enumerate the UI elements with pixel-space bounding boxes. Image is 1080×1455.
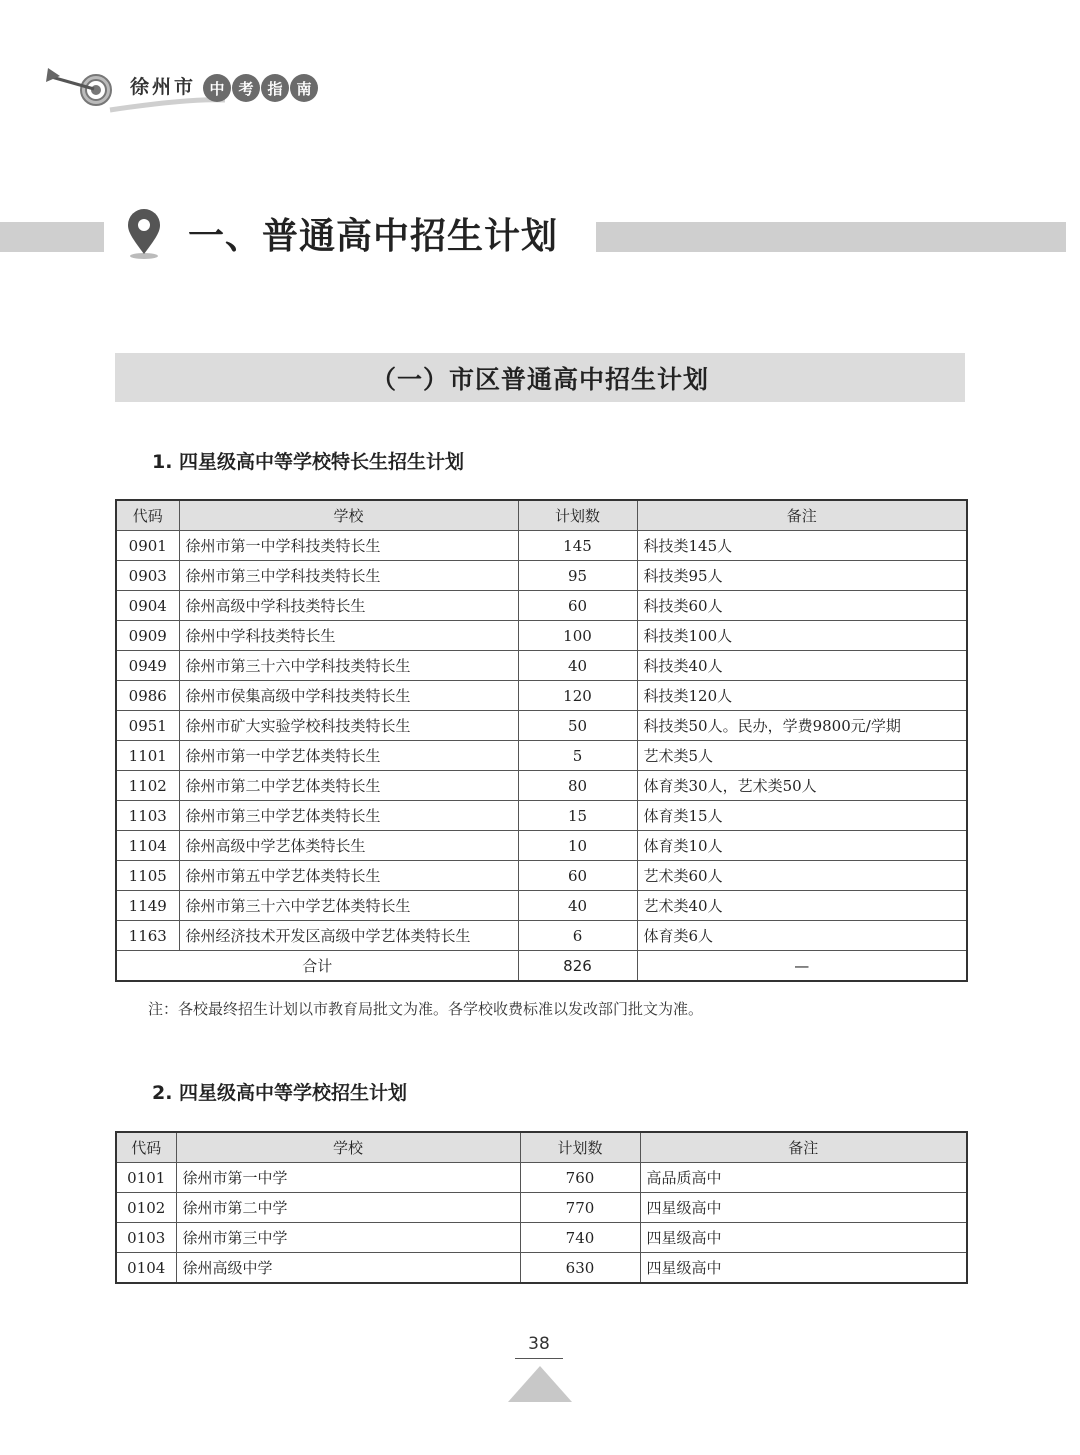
total-label: 合计 bbox=[116, 951, 518, 982]
cell-school: 徐州高级中学 bbox=[176, 1253, 520, 1284]
table-row bbox=[116, 861, 967, 891]
cell-school: 徐州市第二中学艺体类特长生 bbox=[179, 771, 518, 801]
table1 bbox=[115, 499, 968, 982]
cell-count: 145 bbox=[518, 531, 637, 561]
header-badge: 考 bbox=[232, 74, 260, 102]
cell-count: 740 bbox=[520, 1223, 640, 1253]
table-row bbox=[116, 1253, 967, 1284]
cell-remark: 体育类30人，艺术类50人 bbox=[637, 771, 967, 801]
cell-remark: 科技类145人 bbox=[637, 531, 967, 561]
cell-school: 徐州市第一中学艺体类特长生 bbox=[179, 741, 518, 771]
cell-school: 徐州市矿大实验学校科技类特长生 bbox=[179, 711, 518, 741]
cell-school: 徐州市侯集高级中学科技类特长生 bbox=[179, 681, 518, 711]
page-number-rule bbox=[515, 1358, 563, 1359]
cell-remark: 体育类10人 bbox=[637, 831, 967, 861]
cell-remark: 艺术类60人 bbox=[637, 861, 967, 891]
cell-count: 15 bbox=[518, 801, 637, 831]
column-header: 代码 bbox=[116, 1132, 176, 1163]
cell-school: 徐州市第二中学 bbox=[176, 1193, 520, 1223]
cell-code: 0104 bbox=[116, 1253, 176, 1284]
header-badge: 南 bbox=[290, 74, 318, 102]
cell-school: 徐州市第五中学艺体类特长生 bbox=[179, 861, 518, 891]
table2-heading: 2. 四星级高中等学校招生计划 bbox=[152, 1082, 408, 1104]
cell-remark: 高品质高中 bbox=[640, 1163, 967, 1193]
cell-remark: 四星级高中 bbox=[640, 1193, 967, 1223]
location-pin-icon bbox=[124, 208, 164, 260]
section-title: 一、普通高中招生计划 bbox=[188, 215, 559, 257]
cell-remark: 科技类50人。民办，学费9800元/学期 bbox=[637, 711, 967, 741]
table-row bbox=[116, 711, 967, 741]
cell-remark: 体育类6人 bbox=[637, 921, 967, 951]
cell-code: 1103 bbox=[116, 801, 179, 831]
cell-count: 60 bbox=[518, 591, 637, 621]
table-row bbox=[116, 891, 967, 921]
table-header-row bbox=[116, 1132, 967, 1163]
cell-remark: 艺术类40人 bbox=[637, 891, 967, 921]
total-note: — bbox=[637, 951, 967, 982]
cell-remark: 四星级高中 bbox=[640, 1253, 967, 1284]
cell-remark: 体育类15人 bbox=[637, 801, 967, 831]
cell-count: 10 bbox=[518, 831, 637, 861]
cell-count: 6 bbox=[518, 921, 637, 951]
cell-count: 50 bbox=[518, 711, 637, 741]
cell-school: 徐州市第三中学 bbox=[176, 1223, 520, 1253]
header-badge: 中 bbox=[203, 74, 231, 102]
header-badge: 指 bbox=[261, 74, 289, 102]
cell-count: 40 bbox=[518, 891, 637, 921]
cell-count: 80 bbox=[518, 771, 637, 801]
table-row bbox=[116, 921, 967, 951]
section-bar-left bbox=[0, 222, 104, 252]
table-row bbox=[116, 1163, 967, 1193]
total-value: 826 bbox=[518, 951, 637, 982]
table-row bbox=[116, 591, 967, 621]
cell-code: 0904 bbox=[116, 591, 179, 621]
table-row bbox=[116, 651, 967, 681]
table-row bbox=[116, 741, 967, 771]
cell-school: 徐州市第三十六中学科技类特长生 bbox=[179, 651, 518, 681]
cell-remark: 四星级高中 bbox=[640, 1223, 967, 1253]
cell-count: 760 bbox=[520, 1163, 640, 1193]
cell-remark: 科技类40人 bbox=[637, 651, 967, 681]
cell-code: 0903 bbox=[116, 561, 179, 591]
cell-code: 0951 bbox=[116, 711, 179, 741]
table-row bbox=[116, 771, 967, 801]
table1-note: 注：各校最终招生计划以市教育局批文为准。各学校收费标准以发改部门批文为准。 bbox=[148, 1000, 704, 1018]
column-header: 计划数 bbox=[518, 500, 637, 531]
table-row bbox=[116, 681, 967, 711]
cell-school: 徐州市第三十六中学艺体类特长生 bbox=[179, 891, 518, 921]
subsection-banner: （一）市区普通高中招生计划 bbox=[115, 353, 965, 402]
table2 bbox=[115, 1131, 968, 1284]
cell-remark: 科技类120人 bbox=[637, 681, 967, 711]
cell-remark: 科技类100人 bbox=[637, 621, 967, 651]
column-header: 备注 bbox=[637, 500, 967, 531]
column-header: 学校 bbox=[176, 1132, 520, 1163]
cell-code: 0909 bbox=[116, 621, 179, 651]
cell-code: 0986 bbox=[116, 681, 179, 711]
cell-count: 95 bbox=[518, 561, 637, 591]
cell-school: 徐州中学科技类特长生 bbox=[179, 621, 518, 651]
table-row bbox=[116, 1223, 967, 1253]
cell-code: 1105 bbox=[116, 861, 179, 891]
table-header-row bbox=[116, 500, 967, 531]
cell-count: 40 bbox=[518, 651, 637, 681]
cell-code: 0101 bbox=[116, 1163, 176, 1193]
cell-count: 100 bbox=[518, 621, 637, 651]
cell-code: 1104 bbox=[116, 831, 179, 861]
cell-school: 徐州高级中学艺体类特长生 bbox=[179, 831, 518, 861]
header-badges bbox=[203, 74, 319, 102]
column-header: 计划数 bbox=[520, 1132, 640, 1163]
cell-code: 0102 bbox=[116, 1193, 176, 1223]
cell-count: 5 bbox=[518, 741, 637, 771]
table-total-row bbox=[116, 951, 967, 982]
cell-school: 徐州经济技术开发区高级中学艺体类特长生 bbox=[179, 921, 518, 951]
cell-school: 徐州市第三中学科技类特长生 bbox=[179, 561, 518, 591]
cell-school: 徐州高级中学科技类特长生 bbox=[179, 591, 518, 621]
cell-school: 徐州市第三中学艺体类特长生 bbox=[179, 801, 518, 831]
table-row bbox=[116, 561, 967, 591]
table-row bbox=[116, 531, 967, 561]
cell-remark: 科技类95人 bbox=[637, 561, 967, 591]
header-city: 徐州市 bbox=[130, 76, 197, 98]
table-row bbox=[116, 831, 967, 861]
section-bar-right bbox=[596, 222, 1066, 252]
column-header: 备注 bbox=[640, 1132, 967, 1163]
cell-code: 1149 bbox=[116, 891, 179, 921]
cell-code: 0103 bbox=[116, 1223, 176, 1253]
table1-heading: 1. 四星级高中等学校特长生招生计划 bbox=[152, 451, 465, 473]
cell-remark: 科技类60人 bbox=[637, 591, 967, 621]
page-number: 38 bbox=[528, 1334, 550, 1354]
cell-school: 徐州市第一中学 bbox=[176, 1163, 520, 1193]
column-header: 学校 bbox=[179, 500, 518, 531]
cell-remark: 艺术类5人 bbox=[637, 741, 967, 771]
cell-school: 徐州市第一中学科技类特长生 bbox=[179, 531, 518, 561]
cell-count: 770 bbox=[520, 1193, 640, 1223]
table-row bbox=[116, 1193, 967, 1223]
cell-code: 0949 bbox=[116, 651, 179, 681]
cell-count: 120 bbox=[518, 681, 637, 711]
column-header: 代码 bbox=[116, 500, 179, 531]
table-row bbox=[116, 621, 967, 651]
cell-code: 1101 bbox=[116, 741, 179, 771]
cell-code: 1163 bbox=[116, 921, 179, 951]
page-triangle-icon bbox=[508, 1366, 572, 1402]
cell-count: 630 bbox=[520, 1253, 640, 1284]
table-row bbox=[116, 801, 967, 831]
cell-count: 60 bbox=[518, 861, 637, 891]
cell-code: 0901 bbox=[116, 531, 179, 561]
cell-code: 1102 bbox=[116, 771, 179, 801]
